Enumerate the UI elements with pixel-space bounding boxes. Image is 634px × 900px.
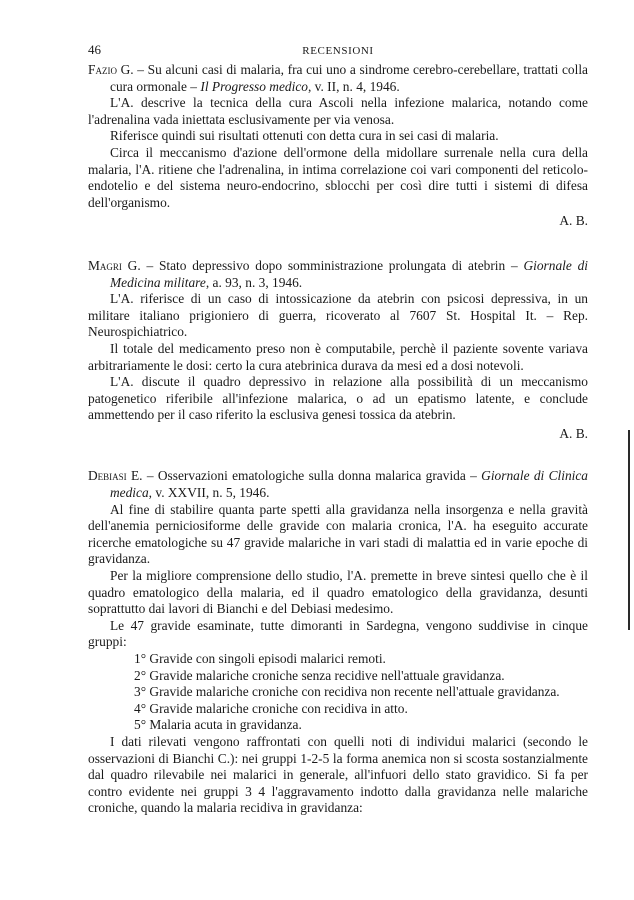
review-source: Il Progresso medico: [200, 78, 308, 94]
reviewer-signature: A. B.: [559, 425, 588, 441]
review-paragraph: I dati rilevati vengono raffrontati con quelli noti di individui malarici (secondo le osservazioni di Bianchi C.): nei gruppi 1-2-5 la forma anemica non si scosta sostanzialmente dal quadro rilevabile nei malarici in generale, all'infuori dello stato gravidico. Si fa per contro evidente nei gruppi 3 4 l'aggravamento indotto dalla gravidanza nelle malariche croniche, quando la malaria recidiva in gravidanza:: [88, 733, 588, 816]
list-item: 5° Malaria acuta in gravidanza.: [134, 717, 302, 733]
review-paragraph: L'A. discute il quadro depressivo in relazione alla possibilità di un meccanismo patogenetico riferibile all'infezione malarica, o ad un epatismo latente, e conclude ammettendo per il caso riferito la esclusiva genesi tossica da atebrin.: [88, 374, 588, 423]
review-paragraph: Per la migliore comprensione dello studio, l'A. premette in breve sintesi quello che è il quadro ematologico della malaria, ed il quadro ematologico della gravidanza, desunti soprattutto dai lavori di Bianchi e del Debiasi medesimo.: [88, 568, 588, 617]
page-edge-shadow: [628, 430, 630, 630]
review-paragraph: Riferisce quindi sui risultati ottenuti con detta cura in sei casi di malaria.: [110, 128, 499, 144]
list-item: 3° Gravide malariche croniche con recidiva non recente nell'attuale gravidanza.: [134, 684, 560, 700]
review-paragraph: Il totale del medicamento preso non è computabile, perchè il paziente sovente variava arbitrariamente le dosi: certo la cura atebrinica durava da mesi ed a dosi notevoli.: [88, 340, 588, 373]
list-item: 4° Gravide malariche croniche con recidiva in atto.: [134, 700, 408, 716]
spacer: [88, 230, 588, 254]
review-title: – Stato depressivo dopo somministrazione prolungata di atebrin –: [140, 257, 524, 273]
list-item: 1° Gravide con singoli episodi malarici remoti.: [134, 651, 386, 666]
running-title: RECENSIONI: [302, 45, 374, 57]
page-header: [88, 38, 588, 58]
reviewer-signature: A. B.: [559, 213, 588, 229]
page-number: 46: [88, 42, 101, 57]
review-paragraph: Circa il meccanismo d'azione dell'ormone della midollare surrenale nella cura della malaria, l'A. ritiene che l'adrenalina, in intima correlazione coi vari componenti del reticolo-endotelio e del sistema neuro-endocrino, sblocchi per così dire tutti i sistemi di difesa dell'organismo.: [88, 144, 588, 210]
review-citation: [88, 62, 588, 95]
review-paragraph: L'A. riferisce di un caso di intossicazione da atebrin con psicosi depressiva, in un militare italiano prigioniero di guerra, ricoverato al 7607 St. Hospital It. – Rep. Neurospichiatrico.: [88, 291, 588, 340]
review-author: Magri G.: [88, 257, 141, 273]
review-details: , a. 93, n. 3, 1946.: [205, 274, 303, 290]
review-paragraph: L'A. descrive la tecnica della cura Ascoli nella infezione malarica, notando come l'adrenalina vada iniettata esclusivamente per via venosa.: [88, 95, 588, 127]
review-title: – Su alcuni casi di malaria, fra cui uno a sindrome cerebro-cerebellare, trattati colla cura ormonale –: [110, 62, 589, 94]
page: [88, 38, 588, 817]
review-citation: [88, 258, 588, 291]
review-source: Giornale di Medicina militare: [110, 257, 588, 290]
review-details: , v. II, n. 4, 1946.: [307, 78, 400, 94]
review-source: Giornale di Clinica medica: [110, 468, 589, 501]
review-paragraph: Le 47 gravide esaminate, tutte dimoranti in Sardegna, vengono suddivise in cinque gruppi:: [88, 617, 588, 650]
review-entry: [88, 468, 588, 816]
review-details: , v. XXVII, n. 5, 1946.: [148, 485, 270, 501]
review-entry: [88, 258, 588, 443]
list-item: 2° Gravide malariche croniche senza recidive nell'attuale gravidanza.: [134, 667, 505, 683]
review-citation: [88, 468, 588, 501]
review-paragraph: Al fine di stabilire quanta parte spetti alla gravidanza nella insorgenza e nella gravità dell'anemia perniciosiforme delle gravide con malaria cronica, l'A. ha eseguito accurate ricerche ematologiche su 47 gravide malariche in vari stadi di malattia ed in varie epoche di gravidanza.: [88, 501, 588, 567]
review-author: Debiasi E.: [88, 468, 143, 484]
review-entry: [88, 62, 588, 230]
spacer: [88, 442, 588, 464]
review-author: Fazio G.: [88, 62, 134, 77]
review-title: – Osservazioni ematologiche sulla donna malarica gravida –: [142, 468, 482, 484]
group-list: [88, 651, 588, 734]
